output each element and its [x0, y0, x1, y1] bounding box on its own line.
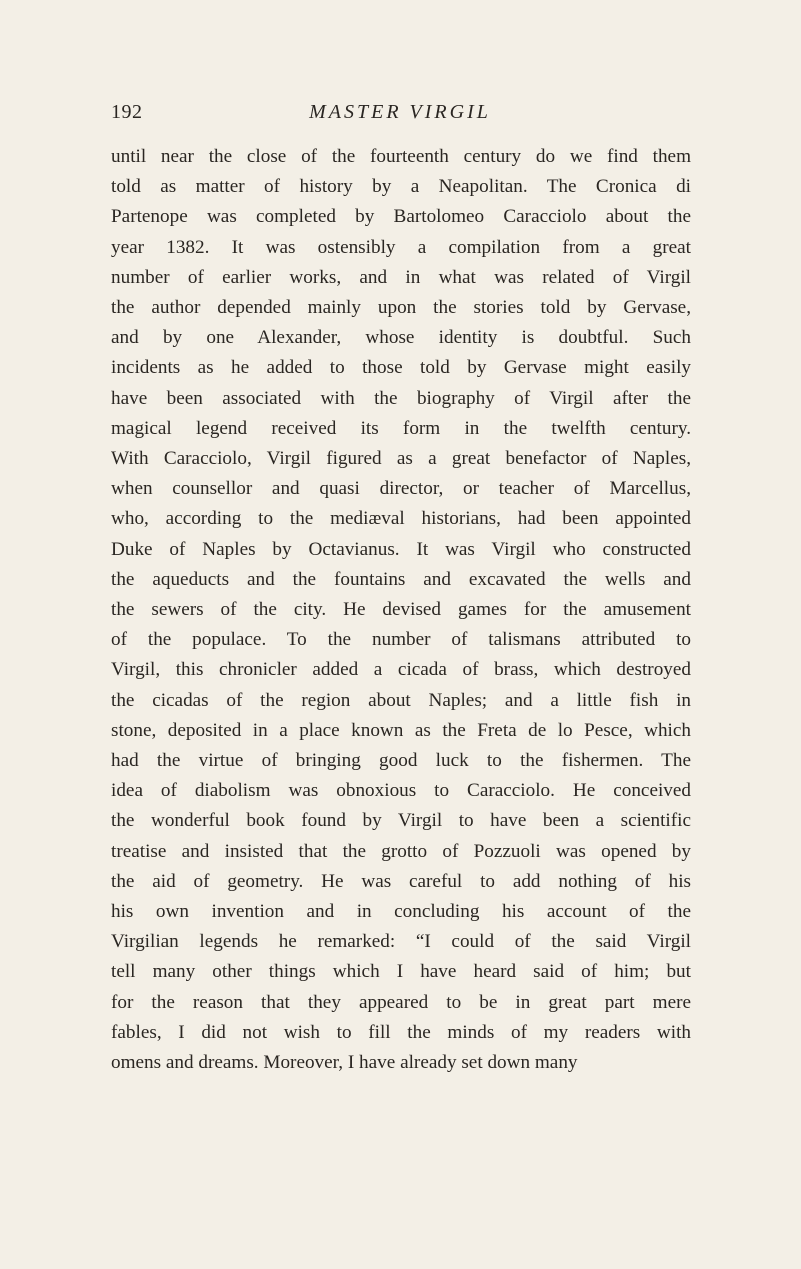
- text-line: the aid of geometry. He was careful to add nothing of his: [111, 870, 691, 892]
- text-line: of the populace. To the number of talismans attributed to: [111, 629, 691, 651]
- text-line: year 1382. It was ostensibly a compilation from a great: [111, 236, 691, 258]
- text-line: Virgil, this chronicler added a cicada of brass, which destroyed: [111, 659, 691, 681]
- text-line: had the virtue of bringing good luck to the fishermen. The: [111, 750, 691, 772]
- text-line: omens and dreams. Moreover, I have already set down many: [111, 1052, 578, 1074]
- text-line: the sewers of the city. He devised games for the amusement: [111, 599, 691, 621]
- text-line: who, according to the mediæval historians, had been appointed: [111, 508, 691, 530]
- text-line: fables, I did not wish to fill the minds of my readers with: [111, 1021, 691, 1043]
- text-line: and by one Alexander, whose identity is doubtful. Such: [111, 327, 691, 349]
- text-line: the author depended mainly upon the stories told by Gervase,: [111, 297, 691, 319]
- text-line: have been associated with the biography of Virgil after the: [111, 387, 691, 409]
- text-line: Duke of Naples by Octavianus. It was Virgil who constructed: [111, 538, 691, 560]
- text-line: incidents as he added to those told by Gervase might easily: [111, 357, 691, 379]
- text-line: the aqueducts and the fountains and excavated the wells and: [111, 568, 691, 590]
- text-line: until near the close of the fourteenth century do we find them: [111, 146, 691, 167]
- running-head: MASTER VIRGIL: [309, 100, 491, 123]
- text-line: Partenope was completed by Bartolomeo Caracciolo about the: [111, 206, 691, 228]
- page-number: 192: [111, 100, 143, 123]
- text-line: treatise and insisted that the grotto of Pozzuoli was opened by: [111, 840, 691, 862]
- text-line: number of earlier works, and in what was related of Virgil: [111, 266, 691, 288]
- page-header: [111, 97, 689, 127]
- text-line: the cicadas of the region about Naples; and a little fish in: [111, 689, 691, 711]
- text-line: for the reason that they appeared to be in great part mere: [111, 991, 691, 1013]
- text-line: With Caracciolo, Virgil figured as a great benefactor of Naples,: [111, 448, 691, 470]
- body-text: [111, 142, 691, 1078]
- text-line: magical legend received its form in the twelfth century.: [111, 417, 691, 439]
- text-line: the wonderful book found by Virgil to have been a scientific: [111, 810, 691, 832]
- text-line: when counsellor and quasi director, or teacher of Marcellus,: [111, 478, 691, 500]
- text-line: stone, deposited in a place known as the Freta de lo Pesce, which: [111, 719, 691, 741]
- text-line: his own invention and in concluding his account of the: [111, 901, 691, 923]
- text-line: Virgilian legends he remarked: “I could of the said Virgil: [111, 931, 691, 953]
- text-line: idea of diabolism was obnoxious to Caracciolo. He conceived: [111, 780, 691, 802]
- text-line: told as matter of history by a Neapolitan. The Cronica di: [111, 176, 691, 198]
- text-line: tell many other things which I have heard said of him; but: [111, 961, 691, 983]
